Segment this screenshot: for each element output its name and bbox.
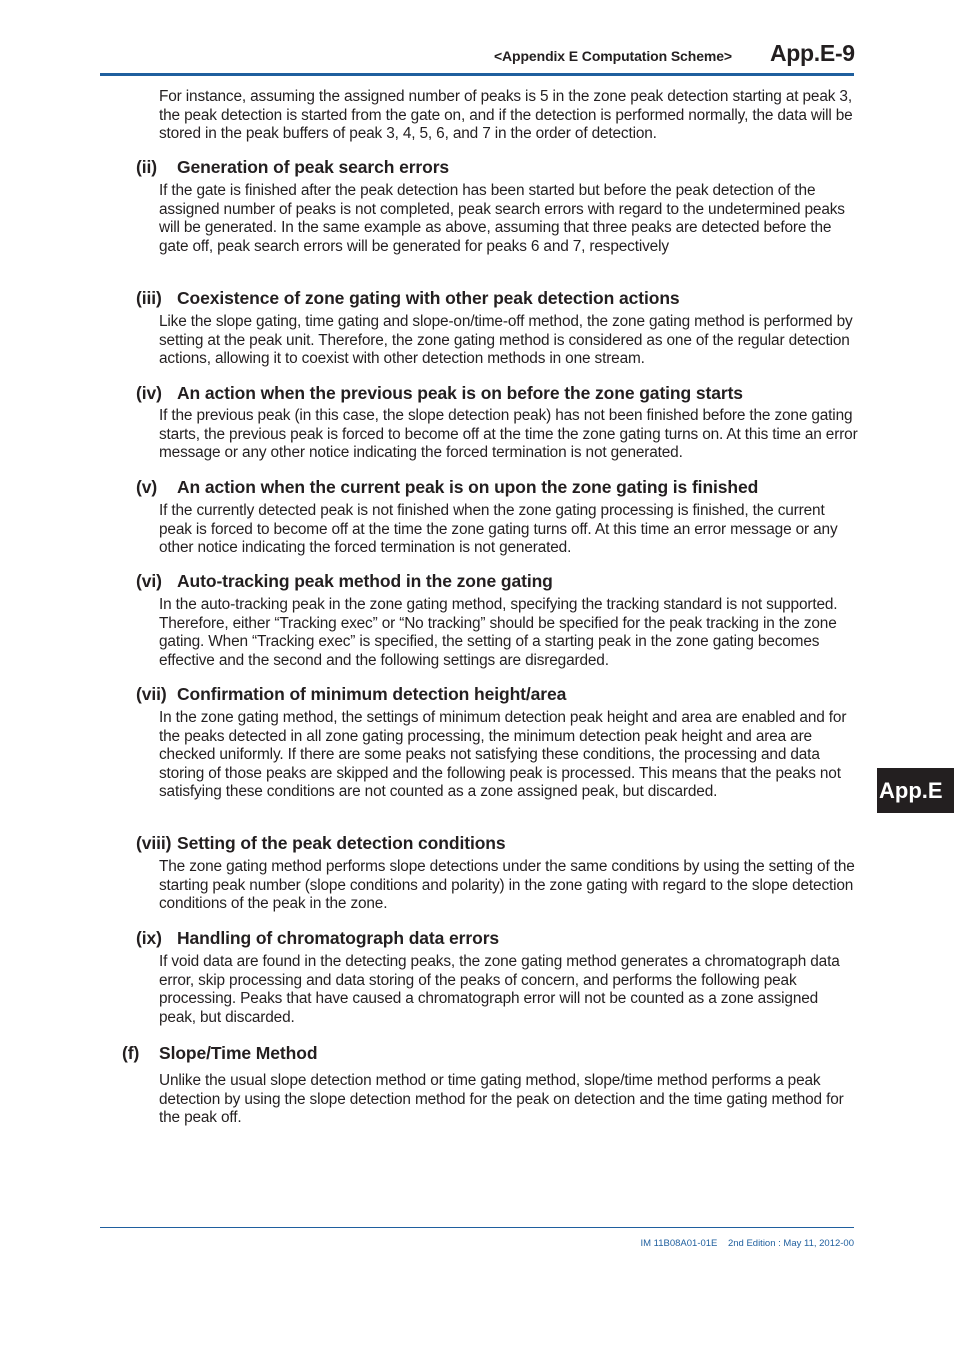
section-number: (viii) <box>136 833 172 853</box>
footer <box>560 1238 854 1249</box>
section-body-vii: In the zone gating method, the settings of minimum detection peak height and area are enabled and for the peaks detected in all zone gating processing, the minimum detection peak height and area are checked uniformly. If there are some peaks not satisfying these conditions, the processing and data storing of those peaks are skipped and the following peak is processed. This means that the peaks not satisfying these conditions are not counted as a zone assigned peak, but discarded. <box>159 709 847 801</box>
section-title: Generation of peak search errors <box>177 157 450 177</box>
section-body-iv: If the previous peak (in this case, the slope detection peak) has not been finished before the zone gating starts, the previous peak is forced to become off at the time the zone gating turns on. At this time an error message or any other notice indicating the forced termination is not generated. <box>159 407 858 462</box>
section-title: Setting of the peak detection conditions <box>177 833 506 853</box>
section-number: (f) <box>122 1043 140 1063</box>
section-title: Auto-tracking peak method in the zone gating <box>177 571 553 591</box>
section-title: Handling of chromatograph data errors <box>177 928 500 948</box>
section-number: (iii) <box>136 288 162 308</box>
section-body-viii: The zone gating method performs slope detections under the same conditions by using the setting of the starting peak number (slope conditions and polarity) in the zone gating with regard to the slope detection conditions of the peak in the zone. <box>159 858 855 913</box>
section-number: (ii) <box>136 157 157 177</box>
section-title: Coexistence of zone gating with other peak detection actions <box>177 288 680 308</box>
section-body-f: Unlike the usual slope detection method or time gating method, slope/time method performs a peak detection by using the slope detection method for the peak on detection and the time gating method for the peak off. <box>159 1072 844 1127</box>
section-title: An action when the previous peak is on before the zone gating starts <box>177 383 743 403</box>
section-body-v: If the currently detected peak is not finished when the zone gating processing is finished, the current peak is forced to become off at the time the zone gating turns off. At this time an error message or any other notice indicating the forced termination is not generated. <box>159 502 838 557</box>
section-body-ix: If void data are found in the detecting peaks, the zone gating method generates a chromatograph data error, skip processing and data storing of the peaks of concern, and performs the following peak processing. Peaks that have caused a chromatograph error will not be counted as a zone assigned peak, but discarded. <box>159 953 840 1026</box>
footer-doc-id: IM 11B08A01-01E <box>640 1238 718 1249</box>
section-number: (vii) <box>136 684 167 704</box>
section-number: (vi) <box>136 571 162 591</box>
section-title: Confirmation of minimum detection height/area <box>177 684 567 704</box>
appendix-side-tab: App.E <box>877 768 954 813</box>
intro-paragraph: For instance, assuming the assigned number of peaks is 5 in the zone peak detection starting at peak 3, the peak detection is started from the gate on, and if the detection is performed normally, the data will be stored in the peak buffers of peak 3, 4, 5, 6, and 7 in the order of detection. <box>159 88 853 143</box>
section-body-vi: In the auto-tracking peak in the zone gating method, specifying the tracking standard is not supported. Therefore, either “Tracking exec” or “No tracking” should be specified for the peak tracking in the zone gating. When “Tracking exec” is specified, the setting of a starting peak in the zone gating becomes effective and the second and the following settings are disregarded. <box>159 596 838 669</box>
footer-rule <box>100 1227 854 1228</box>
section-number: (ix) <box>136 928 162 948</box>
footer-edition: 2nd Edition : May 11, 2012-00 <box>727 1238 854 1249</box>
section-body-iii: Like the slope gating, time gating and slope-on/time-off method, the zone gating method is performed by setting at the peak unit. Therefore, the zone gating method is considered as one of the regular detection actions, allowing it to coexist with other detection methods in one stream. <box>159 313 853 368</box>
header-rule <box>100 73 854 76</box>
section-number: (iv) <box>136 383 162 403</box>
section-body-ii: If the gate is finished after the peak detection has been started but before the peak detection of the assigned number of peaks is not completed, peak search errors with regard to the undetermined peaks will be generated. In the same example as above, assuming that three peaks are detected before the gate off, peak search errors will be generated for peaks 6 and 7, respectively <box>159 182 845 255</box>
section-title: An action when the current peak is on upon the zone gating is finished <box>177 477 759 497</box>
page-id: App.E-9 <box>770 40 855 66</box>
section-title: Slope/Time Method <box>159 1043 318 1063</box>
section-number: (v) <box>136 477 158 497</box>
section-header-label: <Appendix E Computation Scheme> <box>493 48 732 64</box>
